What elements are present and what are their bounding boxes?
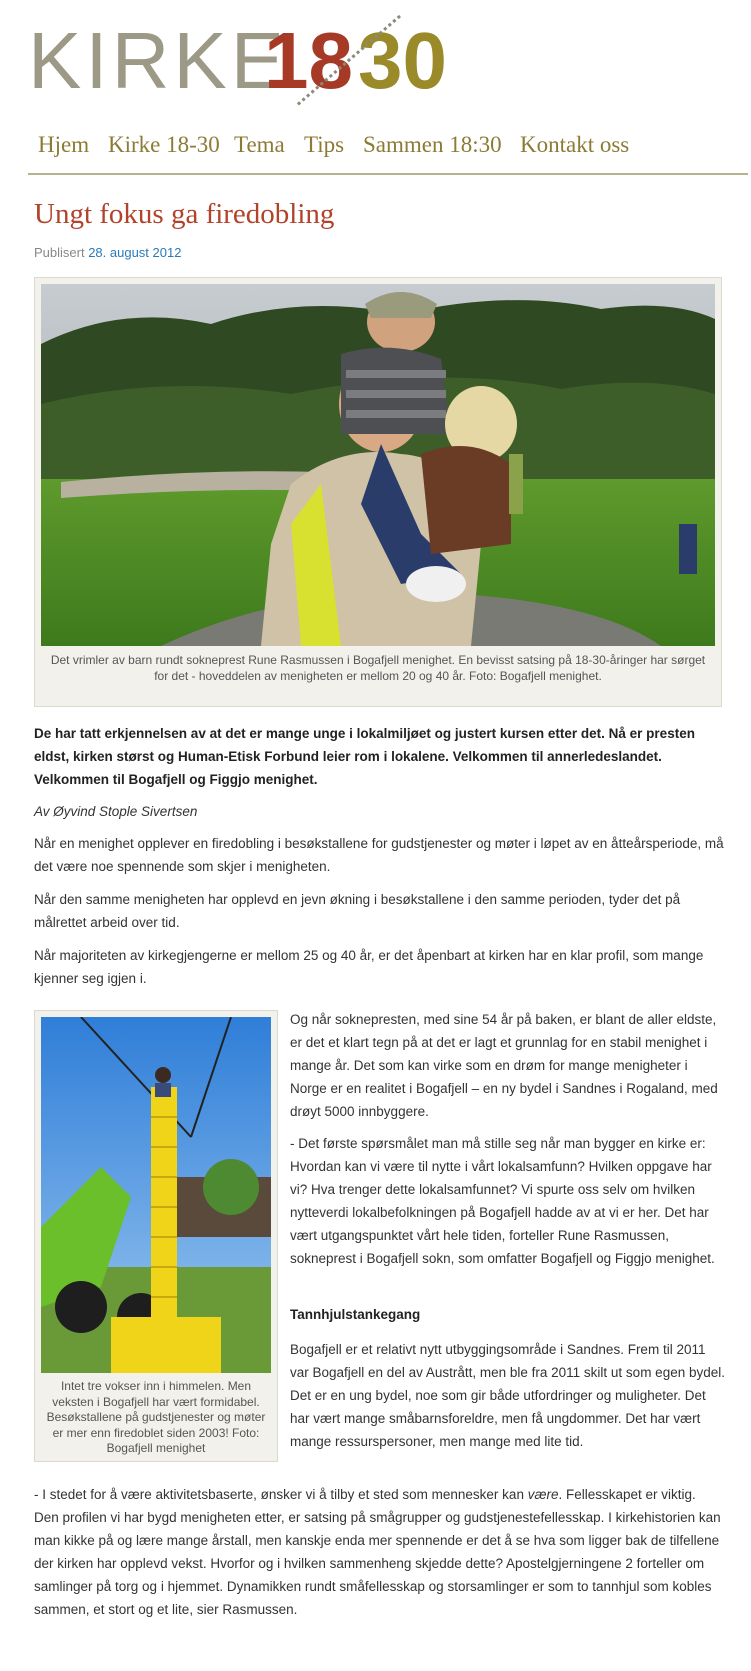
main-figure-caption: Det vrimler av barn rundt sokneprest Rune Rasmussen i Bogafjell menighet. En bevisst satsing på 18-30-åringer har sørget for det - hoveddelen av menigheten er mellom 20 og 40 år. Foto: Bogafjell menighet. — [50, 653, 706, 683]
paragraph-3: Når majoriteten av kirkegjengerne er mellom 25 og 40 år, er det åpenbart at kirken har en klar profil, som mange kjenner seg igjen i. — [34, 948, 704, 986]
nav-item-sammen-18-30[interactable]: Sammen 18:30 — [363, 132, 502, 157]
nav-item-kirke-18-30[interactable]: Kirke 18-30 — [108, 132, 220, 157]
article-title: Ungt fokus ga firedobling — [34, 198, 335, 230]
closing-text-start: - I stedet for å være aktivitetsbaserte, ønsker vi å tilby et sted som mennesker kan — [34, 1487, 528, 1502]
nav-item-hjem[interactable]: Hjem — [38, 132, 90, 157]
closing-paragraph — [34, 1483, 724, 1621]
nav-item-tips[interactable]: Tips — [304, 132, 345, 157]
article-meta — [34, 245, 181, 260]
subheading-tannhjul: Tannhjulstankegang — [290, 1307, 421, 1322]
column-paragraph-2: - Det første spørsmålet man må stille seg når man bygger en kirke er: Hvordan kan vi være til nytte i vårt lokalsamfunn? Hvilken oppgave har vi? Hva trenger dette lokalsamfunnet? Vi spurte oss selv om hvilken nytteverdi lokalbefolkningen på Bogafjell hadde av at vi er her. Det har vært utgangspunktet vårt hele tiden, forteller Rune Rasmussen, sokneprest i Bogafjell sokn, som omfatter Bogafjell og Figgjo menighet. — [290, 1136, 715, 1266]
closing-text-end: . Fellesskapet er viktig. Den profilen vi har bygd menigheten etter, er satsing på smågrupper og gudstjenestefellesskap. I kirkehistorien kan man kikke på og lære mange årstall, men kanskje enda mer spennende er det å se hva som ligger bak de tilfellene der kirken har opplevd vekst. Hvorfor og i hvilken sammenheng skjedde dette? Apostelgjerningene 2 forteller om samlinger på torg og i hjemmet. Dynamikken rundt småfellesskap og storsamlinger er som to tannhjul som kobles sammen, et stort og et lite, sier Rasmussen. — [34, 1487, 721, 1617]
logo-kirke-text: KIRKE — [28, 16, 289, 105]
side-figure — [34, 1010, 278, 1462]
main-nav — [28, 128, 748, 175]
article-lead: De har tatt erkjennelsen av at det er mange unge i lokalmiljøet og justert kursen etter det. Nå er presten eldst, kirken størst og Human-Etisk Forbund leier rom i lokalene. Velkommen til annerledeslandet. Velkommen til Bogafjell og Figgjo menighet. — [34, 726, 695, 787]
column-paragraph-3: Bogafjell er et relativt nytt utbyggingsområde i Sandnes. Frem til 2011 var Bogafjell en del av Austrått, men ble fra 2011 skilt ut som egen bydel. Det er en ung bydel, noe som gir både utfordringer og muligheter. Det har vært mange småbarnsforeldre, men få ungdommer. Det har vært mange ressurspersoner, men mange med lite tid. — [290, 1342, 725, 1449]
site-logo[interactable] — [28, 10, 468, 110]
paragraph-1: Når en menighet opplever en firedobling i besøkstallene for gudstjenester og møter i løpet av en åtteårsperiode, må det være noe spennende som skjer i menigheten. — [34, 836, 724, 874]
main-photo[interactable] — [41, 284, 715, 646]
closing-text-emphasis: være — [527, 1487, 559, 1502]
logo-18-text: 18 — [264, 16, 353, 105]
side-figure-caption: Intet tre vokser inn i himmelen. Men veksten i Bogafjell har vært formidabel. Besøkstallene på gudstjenester og møter er mer enn firedoblet siden 2003! Foto: Bogafjell menighet — [46, 1379, 266, 1455]
published-date-link[interactable]: 28. august 2012 — [88, 245, 182, 260]
paragraph-2: Når den samme menigheten har opplevd en jevn økning i besøkstallene i den samme perioden, tyder det på målrettet arbeid over tid. — [34, 892, 681, 930]
article-byline: Av Øyvind Stople Sivertsen — [34, 804, 198, 819]
column-paragraph-1: Og når soknepresten, med sine 54 år på baken, er blant de aller eldste, er det et klart tegn på at det er lagt et grunnlag for en stabil menighet i mange år. Det som kan virke som en drøm for mange menigheter i Norge er en realitet i Bogafjell – en ny bydel i Sandnes i Rogaland, med drøyt 5000 innbyggere. — [290, 1012, 718, 1119]
main-figure — [34, 277, 722, 707]
side-photo[interactable] — [41, 1017, 271, 1373]
published-label: Publisert — [34, 245, 85, 260]
nav-item-tema[interactable]: Tema — [234, 132, 285, 157]
logo-30-text: 30 — [358, 16, 447, 105]
nav-item-kontakt-oss[interactable]: Kontakt oss — [520, 132, 630, 157]
